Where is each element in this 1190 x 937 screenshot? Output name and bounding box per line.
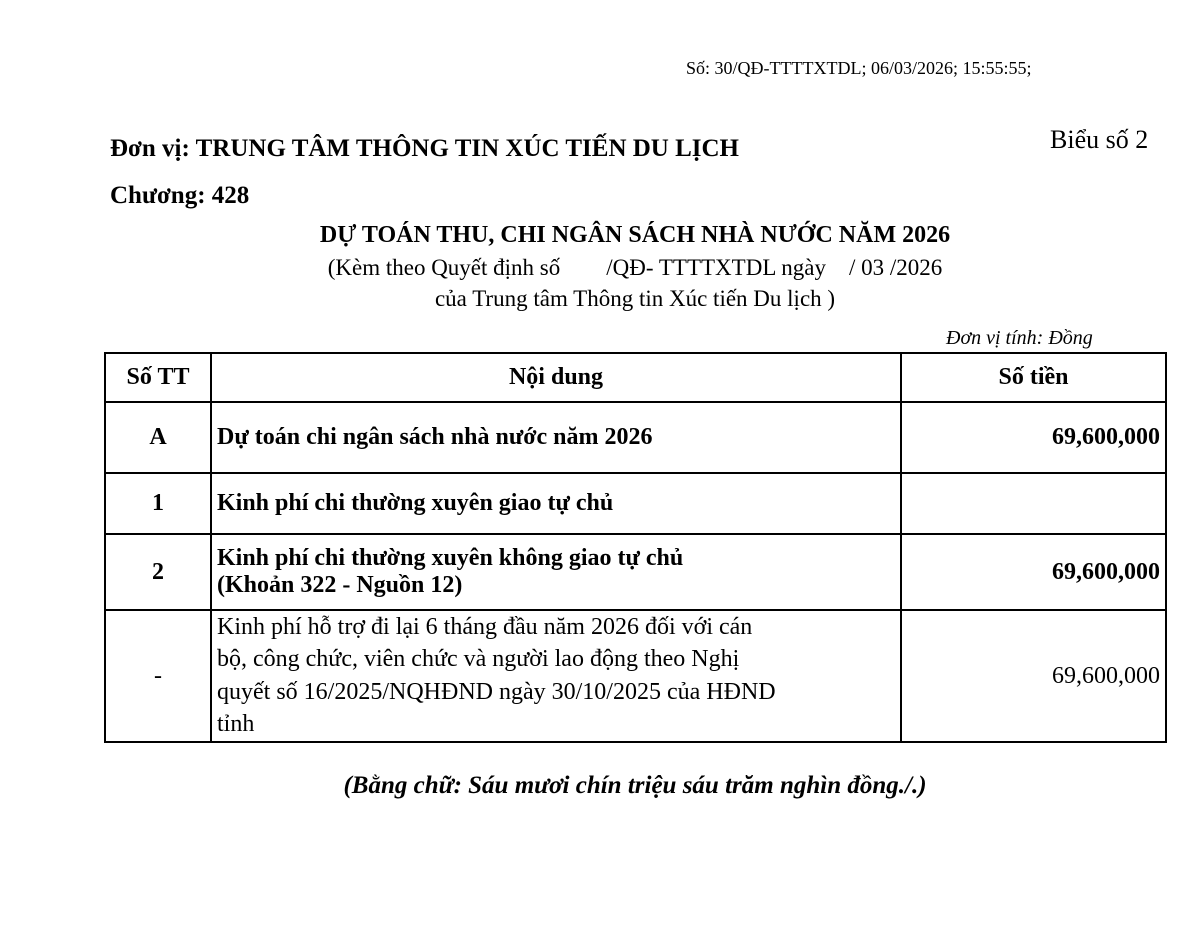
document-reference: Số: 30/QĐ-TTTTXTDL; 06/03/2026; 15:55:55; [686,58,1032,78]
table-header-row [105,353,1166,402]
table-row [105,473,1166,534]
attachment-note-line-2: của Trung tâm Thông tin Xúc tiến Du lịch ) [434,286,836,311]
row-content: Kinh phí chi thường xuyên giao tự chủ [211,473,901,534]
amount-in-words: (Bằng chữ: Sáu mươi chín triệu sáu trăm nghìn đồng./.) [343,772,927,799]
header-content: Nội dung [211,353,901,402]
row-content-line: Kinh phí chi thường xuyên không giao tự chủ [217,545,684,571]
row-content: Dự toán chi ngân sách nhà nước năm 2026 [211,402,901,473]
row-content-line: quyết số 16/2025/NQHĐND ngày 30/10/2025 của HĐND [217,678,776,705]
row-content-line: Kinh phí hỗ trợ đi lại 6 tháng đầu năm 2026 đối với cán [217,614,753,640]
header-amount: Số tiền [901,353,1166,402]
row-amount: 69,600,000 [901,534,1166,610]
row-amount [901,473,1166,534]
row-content-line: bộ, công chức, viên chức và người lao động theo Nghị [217,646,740,673]
attachment-note-line-1: (Kèm theo Quyết định số /QĐ- TTTTXTDL ngày / 03 /2026 [327,255,943,280]
currency-unit: Đơn vị tính: Đồng [946,327,1093,349]
table-row [105,402,1166,473]
row-number: - [105,610,211,742]
row-content-line: (Khoản 322 - Nguồn 12) [217,572,463,598]
document-title: DỰ TOÁN THU, CHI NGÂN SÁCH NHÀ NƯỚC NĂM 2026 [319,222,951,248]
row-amount: 69,600,000 [901,610,1166,742]
budget-table [104,352,1167,743]
row-content [211,534,901,610]
row-number: 1 [105,473,211,534]
row-amount: 69,600,000 [901,402,1166,473]
header-no: Số TT [105,353,211,402]
table-row [105,610,1166,742]
row-content [211,610,901,742]
budget-chapter: Chương: 428 [110,182,250,209]
table-row [105,534,1166,610]
row-number: A [105,402,211,473]
organization-unit: Đơn vị: TRUNG TÂM THÔNG TIN XÚC TIẾN DU LỊCH [110,135,740,162]
row-number: 2 [105,534,211,610]
form-number: Biểu số 2 [1050,125,1149,154]
row-content-line: tỉnh [217,711,255,738]
